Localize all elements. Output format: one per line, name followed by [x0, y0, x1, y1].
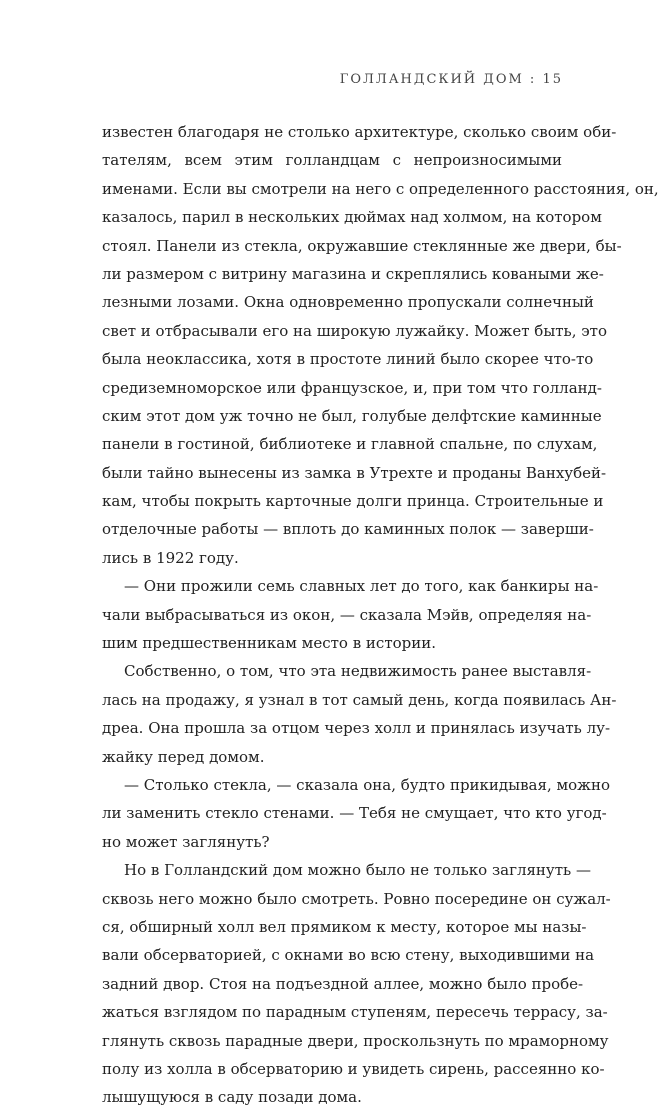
text-line: ли размером с витрину магазина и скреплялись коваными же- — [102, 264, 604, 283]
text-line: кам, чтобы покрыть карточные долги принца. Строительные и — [102, 492, 604, 511]
text-line: отделочные работы — вплоть до каминных полок — заверши- — [102, 520, 594, 539]
text-line: именами. Если вы смотрели на него с определенного расстояния, он, — [102, 179, 659, 198]
text-line: шим предшественникам место в истории. — [102, 634, 437, 653]
text-line: глянуть сквозь парадные двери, проскользнуть по мраморному — [102, 1031, 609, 1050]
text-line: жайку перед домом. — [102, 747, 265, 766]
text-line: тателям, всем этим голландцам с непроизносимыми — [102, 151, 562, 170]
text-line: полу из холла в обсерваторию и увидеть сирень, рассеянно ко- — [102, 1059, 605, 1078]
text-line: чали выбрасываться из окон, — сказала Мэйв, определяя на- — [102, 605, 592, 624]
text-line: лась на продажу, я узнал в тот самый день, когда появилась Ан- — [102, 690, 617, 709]
running-header: ГОЛЛАНДСКИЙ ДОМ : 15 — [339, 72, 563, 87]
text-line: сквозь него можно было смотреть. Ровно посередине он сужал- — [102, 889, 611, 908]
text-line: Но в Голландский дом можно было не только заглянуть — — [124, 861, 591, 880]
text-line: ся, обширный холл вел прямиком к месту, которое мы назы- — [102, 917, 587, 936]
text-line: вали обсерваторией, с окнами во всю стену, выходившими на — [102, 946, 595, 965]
text-line: стоял. Панели из стекла, окружавшие стеклянные же двери, бы- — [102, 236, 622, 255]
text-line: ли заменить стекло стенами. — Тебя не смущает, что кто угод- — [102, 804, 607, 823]
text-line: но может заглянуть? — [102, 832, 270, 851]
text-line: ским этот дом уж точно не был, голубые делфтские каминные — [102, 406, 602, 425]
page-body — [102, 118, 659, 1112]
text-line: лышущуюся в саду позади дома. — [102, 1088, 362, 1107]
text-line: казалось, парил в нескольких дюймах над холмом, на котором — [102, 208, 602, 227]
text-line: жаться взглядом по парадным ступеням, пересечь террасу, за- — [102, 1003, 608, 1022]
text-line: — Столько стекла, — сказала она, будто прикидывая, можно — [124, 775, 611, 794]
text-line: свет и отбрасывали его на широкую лужайку. Может быть, это — [102, 321, 607, 340]
text-line: были тайно вынесены из замка в Утрехте и проданы Ванхубей- — [102, 463, 607, 482]
text-line: была неоклассика, хотя в простоте линий было скорее что-то — [102, 350, 594, 369]
text-line: лезными лозами. Окна одновременно пропускали солнечный — [102, 293, 594, 312]
text-line: средиземноморское или французское, и, при том что голланд- — [102, 378, 602, 397]
text-line: известен благодаря не столько архитектуре, сколько своим оби- — [102, 123, 617, 141]
text-line: дреа. Она прошла за отцом через холл и принялась изучать лу- — [102, 719, 611, 738]
text-line: — Они прожили семь славных лет до того, как банкиры на- — [124, 577, 599, 596]
text-line: лись в 1922 году. — [102, 548, 239, 567]
text-line: панели в гостиной, библиотеке и главной спальне, по слухам, — [102, 435, 598, 454]
text-line: Собственно, о том, что эта недвижимость ранее выставля- — [124, 662, 592, 681]
text-line: задний двор. Стоя на подъездной аллее, можно было пробе- — [102, 974, 584, 993]
